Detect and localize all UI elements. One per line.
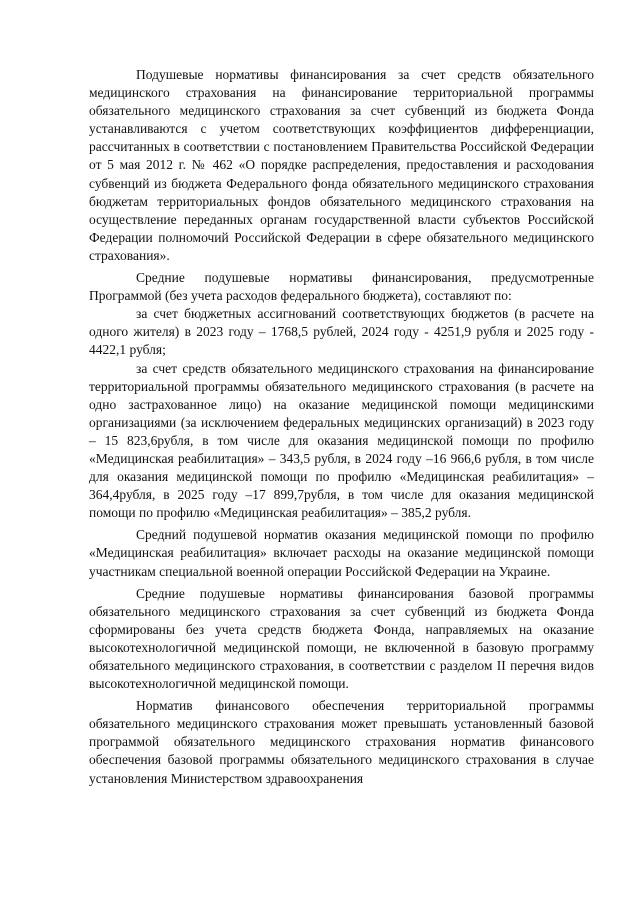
paragraph-average-standards: Средние подушевые нормативы финансирования, предусмотренные Программой (без учета расходов федерального бюджета), составляют по: [89,270,594,304]
paragraph-financial-standard: Норматив финансового обеспечения территориальной программы обязательного медицинского страхования может превышать установленный базовой программой обязательного медицинского страхования норматив финансового обеспечения базовой программы обязательного медицинского страхования в случае установления Министерством здравоохранения [89,698,594,786]
paragraph-base-program: Средние подушевые нормативы финансирования базовой программы обязательного медицинского страхования за счет субвенций из бюджета Фонда сформированы без учета средств бюджета Фонда, направляемых на оказание высокотехнологичной медицинской помощи, не включенной в базовую программу обязательного медицинского страхования, в соответствии с разделом II перечня видов высокотехнологичной медицинской помощи. [89,585,594,692]
document-body [89,66,594,788]
list-item-oms: за счет средств обязательного медицинского страхования на финансирование территориальной программы обязательного медицинского страхования (в расчете на одно застрахованное лицо) на оказание медицинской помощи медицинскими организациями (за исключением федеральных медицинских организаций) в 2023 году – 15 823,6рубля, в том числе для оказания медицинской помощи по профилю «Медицинская реабилитация» – 343,5 рубля, в 2024 году –16 966,6 рубля, в том числе для оказания медицинской помощи по профилю «Медицинская реабилитация» – 364,4рубля, в 2025 году –17 899,7рубля, в том числе для оказания медицинской помощи по профилю «Медицинская реабилитация» – 385,2 рубля. [89,360,594,521]
paragraph-rehabilitation: Средний подушевой норматив оказания медицинской помощи по профилю «Медицинская реабилитация» включает расходы на оказание медицинской помощи участникам специальной военной операции Российской Федерации на Украине. [89,527,594,579]
list-item-budget: за счет бюджетных ассигнований соответствующих бюджетов (в расчете на одного жителя) в 2023 году – 1768,5 рублей, 2024 году - 4251,9 рубля и 2025 году - 4422,1 рубля; [89,306,594,358]
paragraph-ppc-standards: Подушевые нормативы финансирования за счет средств обязательного медицинского страхования на финансирование территориальной программы обязательного медицинского страхования за счет субвенций из бюджета Фонда устанавливаются с учетом соответствующих коэффициентов дифференциации, рассчитанных в соответствии с постановлением Правительства Российской Федерации от 5 мая 2012 г. № 462 «О порядке распределения, предоставления и расходования субвенций из бюджета Федерального фонда обязательного медицинского страхования бюджетам территориальных фондов обязательного медицинского страхования на осуществление переданных органам государственной власти субъектов Российской Федерации полномочий Российской Федерации в сфере обязательного медицинского страхования». [89,67,594,263]
